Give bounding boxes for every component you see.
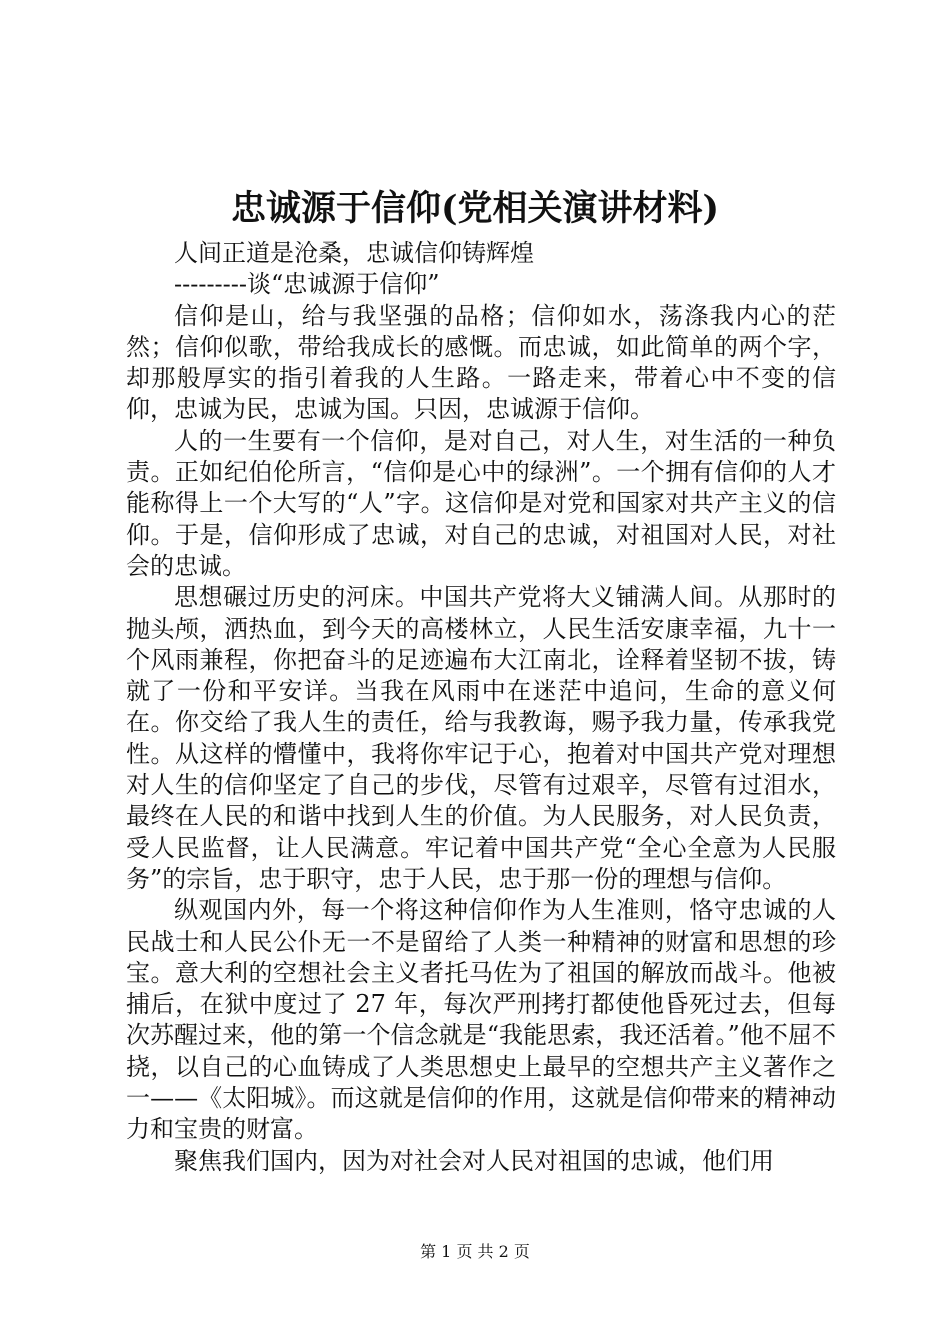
page-footer: 第 1 页 共 2 页	[420, 1242, 530, 1261]
page-title: 忠诚源于信仰(党相关演讲材料)	[230, 188, 720, 229]
paragraph-2: 人的一生要有一个信仰，是对自己，对人生，对生活的一种负责。正如纪伯伦所言，“信仰是心中的绿洲”。一个拥有信仰的人才能称得上一个大写的“人”字。这信仰是对党和国家对共产主义的信仰。于是，信仰形成了忠诚，对自己的忠诚，对祖国对人民，对社会的忠诚。	[126, 426, 836, 580]
paragraph-3: 思想碾过历史的河床。中国共产党将大义铺满人间。从那时的抛头颅，洒热血，到今天的高楼林立，人民生活安康幸福，九十一个风雨兼程，你把奋斗的足迹遍布大江南北，诠释着坚韧不拔，铸就了一份和平安详。当我在风雨中在迷茫中追问，生命的意义何在。你交给了我人生的责任，给与我教诲，赐予我力量，传承我党性。从这样的懵懂中，我将你牢记于心，抱着对中国共产党对理想对人生的信仰坚定了自己的步伐，尽管有过艰辛，尽管有过泪水，最终在人民的和谐中找到人生的价值。为人民服务，对人民负责，受人民监督，让人民满意。牢记着中国共产党“全心全意为人民服务”的宗旨，忠于职守，忠于人民，忠于那一份的理想与信仰。	[126, 583, 836, 893]
paragraph-4: 纵观国内外，每一个将这种信仰作为人生准则，恪守忠诚的人民战士和人民公仆无一不是留给了人类一种精神的财富和思想的珍宝。意大利的空想社会主义者托马佐为了祖国的解放而战斗。他被捕后，在狱中度过了 27 年，每次严刑拷打都使他昏死过去，但每次苏醒过来，他的第一个信念就是“我能思索，我还活着。”他不屈不挠，以自己的心血铸成了人类思想史上最早的空想共产主义著作之一——《太阳城》。而这就是信仰的作用，这就是信仰带来的精神动力和宝贵的财富。	[126, 896, 836, 1144]
subtitle-line-1: 人间正道是沧桑，忠诚信仰铸辉煌	[174, 239, 534, 267]
subtitle-line-2: ---------谈“忠诚源于信仰”	[174, 270, 440, 299]
paragraph-1: 信仰是山，给与我坚强的品格；信仰如水，荡涤我内心的茫然；信仰似歌，带给我成长的感慨。而忠诚，如此简单的两个字，却那般厚实的指引着我的人生路。一路走来，带着心中不变的信仰，忠诚为民，忠诚为国。只因，忠诚源于信仰。	[126, 301, 836, 424]
paragraph-5: 聚焦我们国内，因为对社会对人民对祖国的忠诚，他们用	[174, 1146, 774, 1175]
document-body	[126, 238, 836, 1177]
